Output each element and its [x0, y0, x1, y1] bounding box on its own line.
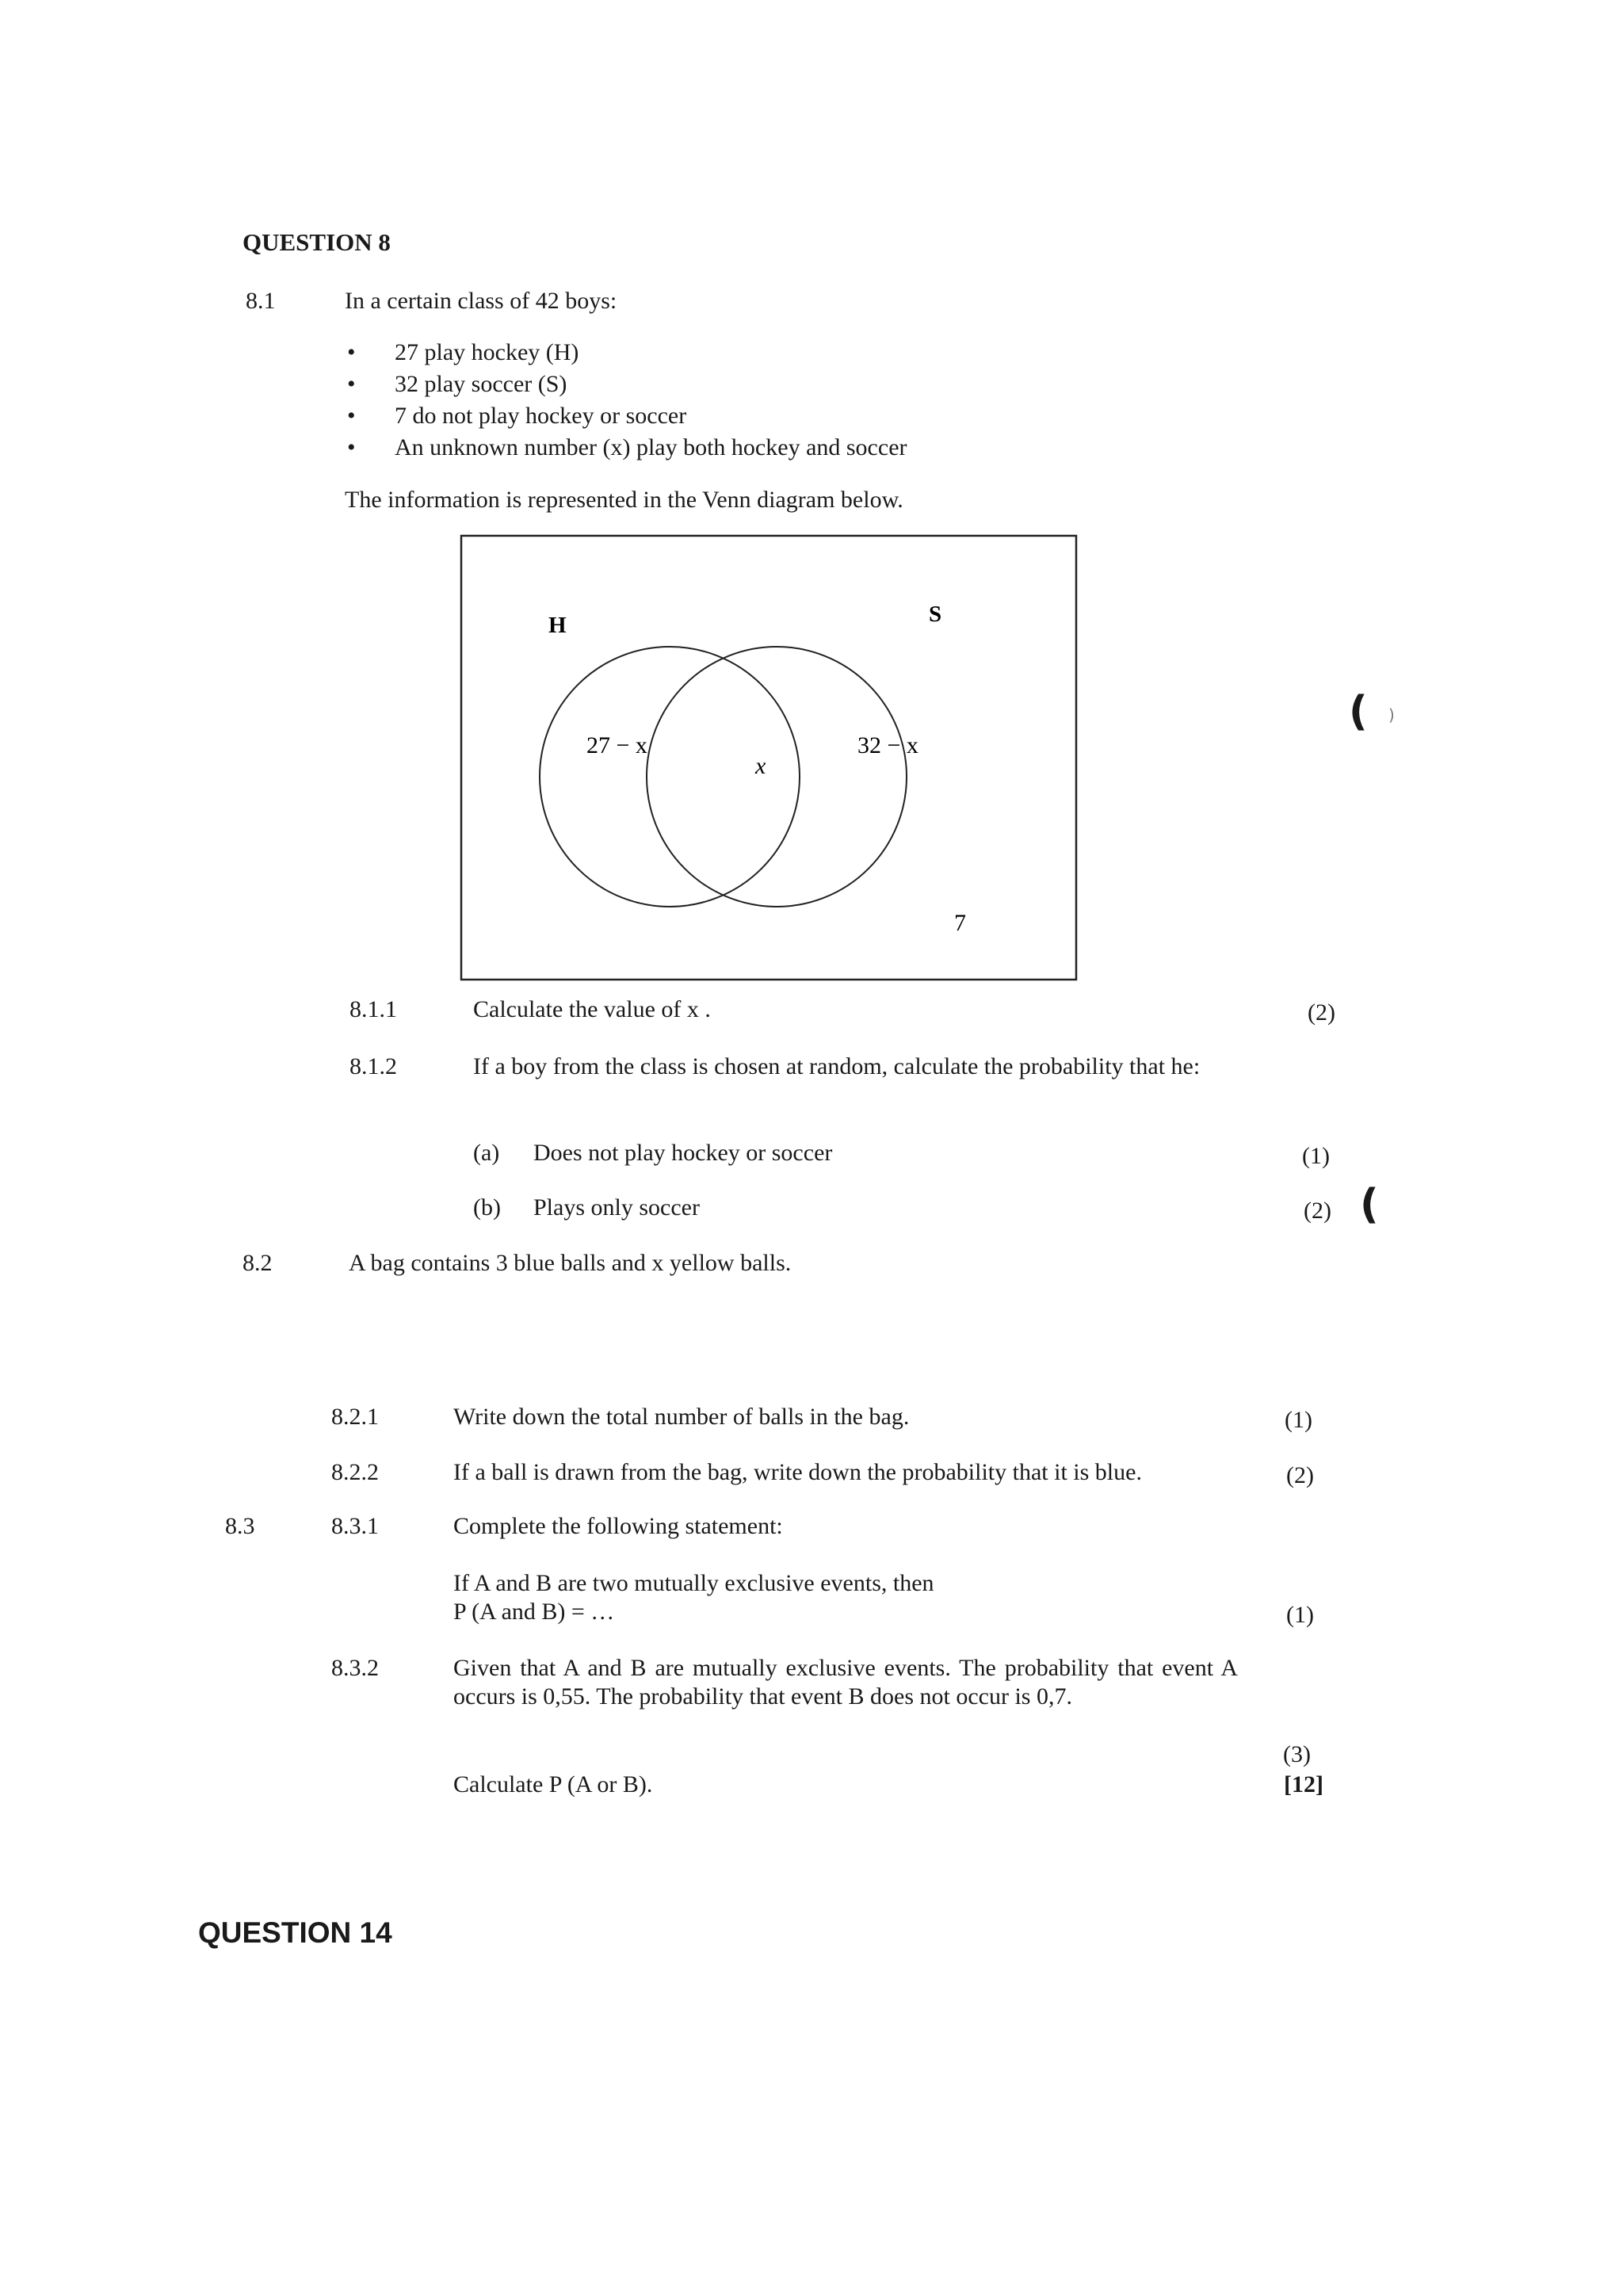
margin-bracket-mark: (	[1360, 1181, 1379, 1228]
question-number-8-1-1: 8.1.1	[349, 996, 397, 1022]
marks-8-3-1: (1)	[1286, 1602, 1314, 1628]
marks-8-3-2: (3)	[1283, 1741, 1311, 1767]
region-both: x	[755, 753, 766, 779]
margin-tick-mark: )	[1388, 705, 1395, 724]
set-label-s: S	[929, 602, 942, 627]
question-8-total-marks: [12]	[1284, 1771, 1323, 1797]
list-item: • 7 do not play hockey or soccer	[342, 400, 907, 432]
venn-diagram-caption: The information is represented in the Venn diagram below.	[345, 487, 903, 513]
question-8-heading: QUESTION 8	[242, 228, 391, 256]
question-8-2-1-text: Write down the total number of balls in the bag.	[453, 1404, 910, 1430]
marks-8-2-2: (2)	[1286, 1462, 1314, 1488]
statement-line-2: P (A and B) = …	[453, 1599, 615, 1625]
set-label-h: H	[548, 613, 567, 638]
part-label-b: (b)	[473, 1194, 501, 1221]
question-8-1-1-text: Calculate the value of x .	[473, 996, 711, 1022]
venn-diagram	[460, 534, 1078, 983]
margin-bracket-mark: (	[1349, 688, 1368, 735]
universal-set-box	[461, 536, 1076, 980]
region-only-soccer: 32 − x	[857, 732, 918, 758]
question-8-3-2-text: Given that A and B are mutually exclusive events. The probability that event A occurs is 0,55. The probability that event B does not occur is 0,7.	[453, 1655, 1238, 1710]
question-number-8-3: 8.3	[225, 1513, 255, 1539]
list-item: • An unknown number (x) play both hockey and soccer	[342, 432, 907, 464]
soccer-set-circle	[647, 647, 907, 907]
marks-8-1-2-b: (2)	[1304, 1198, 1331, 1224]
region-neither: 7	[954, 910, 966, 936]
region-only-hockey: 27 − x	[586, 732, 647, 758]
question-number-8-3-1: 8.3.1	[331, 1513, 379, 1539]
question-14-heading: QUESTION 14	[198, 1916, 392, 1949]
question-number-8-3-2: 8.3.2	[331, 1655, 379, 1681]
question-number-8-2: 8.2	[242, 1250, 273, 1276]
list-item: • 32 play soccer (S)	[342, 369, 907, 400]
part-label-a: (a)	[473, 1140, 500, 1166]
statement-line-1: If A and B are two mutually exclusive events, then	[453, 1570, 934, 1596]
question-number-8-2-1: 8.2.1	[331, 1404, 379, 1430]
part-b-text: Plays only soccer	[533, 1194, 700, 1221]
question-number-8-1: 8.1	[246, 288, 276, 314]
marks-8-2-1: (1)	[1285, 1407, 1312, 1433]
class-facts-list	[342, 337, 907, 464]
question-number-8-2-2: 8.2.2	[331, 1459, 379, 1485]
marks-8-1-2-a: (1)	[1302, 1143, 1330, 1169]
question-number-8-1-2: 8.1.2	[349, 1053, 397, 1079]
question-8-1-intro: In a certain class of 42 boys:	[345, 288, 617, 314]
question-8-2-text: A bag contains 3 blue balls and x yellow balls.	[349, 1250, 792, 1276]
question-8-2-2-text: If a ball is drawn from the bag, write down the probability that it is blue.	[453, 1459, 1142, 1485]
question-8-3-1-text: Complete the following statement:	[453, 1513, 783, 1539]
marks-8-1-1: (2)	[1308, 999, 1335, 1026]
question-8-3-2-calculate: Calculate P (A or B).	[453, 1771, 653, 1797]
question-8-1-2-text: If a boy from the class is chosen at random, calculate the probability that he:	[473, 1053, 1201, 1079]
part-a-text: Does not play hockey or soccer	[533, 1140, 833, 1166]
list-item: • 27 play hockey (H)	[342, 337, 907, 369]
